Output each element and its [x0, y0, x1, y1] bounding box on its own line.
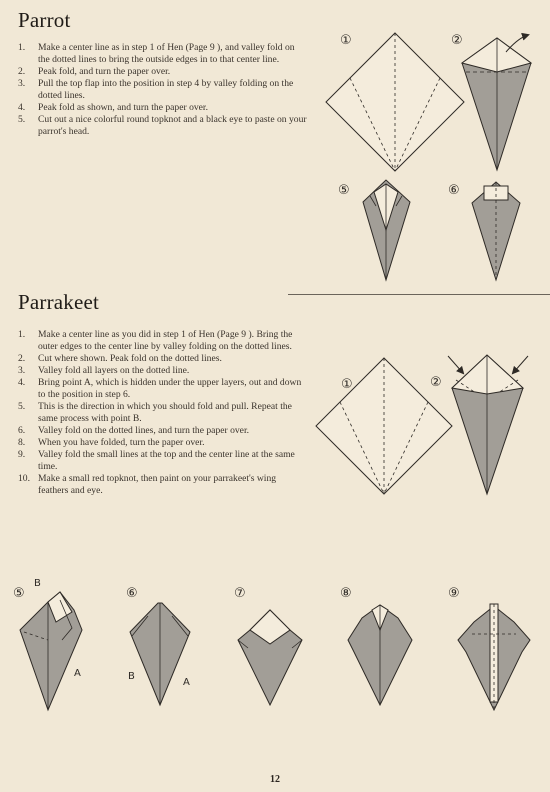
- parrot-step: 1. Make a center line as in step 1 of Hen (Page 9 ), and valley fold on the dotted lines to bring the outside edges in to that center line.: [18, 42, 295, 65]
- parrakeet-step: 1. Make a center line as you did in step 1 of Hen (Page 9 ). Bring the outer edges to the center line by valley folding on the dotted lines.: [18, 329, 293, 352]
- parrot-step5-label: ⑤: [338, 183, 350, 198]
- point-a-label-step6: A: [183, 677, 190, 688]
- parrakeet-step: 9. Valley fold the small lines at the top and the center line at the same time.: [18, 449, 295, 472]
- parrot-step6-label: ⑥: [448, 183, 460, 198]
- parrakeet-step8-label: ⑧: [340, 586, 352, 601]
- parrakeet-title: Parrakeet: [18, 290, 100, 314]
- point-a-label-step5: A: [74, 668, 81, 679]
- parrot-step2-diagram: [462, 35, 531, 170]
- parrot-step2-label: ②: [451, 33, 463, 48]
- parrot-title: Parrot: [18, 8, 71, 32]
- point-b-label-step5: B: [34, 578, 41, 589]
- parrot-step6-diagram: [472, 182, 520, 280]
- parrakeet-step8-diagram: [348, 605, 412, 705]
- parrakeet-step: 8. When you have folded, turn the paper over.: [18, 437, 205, 448]
- parrakeet-step: 3. Valley fold all layers on the dotted line.: [18, 365, 190, 376]
- parrakeet-step2-diagram: [448, 355, 528, 494]
- parrakeet-step5-diagram: [20, 592, 82, 710]
- page-number: 12: [270, 774, 280, 785]
- parrakeet-step5-label: ⑤: [13, 586, 25, 601]
- parrakeet-step: 5. This is the direction in which you should fold and pull. Repeat the same process with point B.: [18, 401, 292, 424]
- parrot-step: 4. Peak fold as shown, and turn the paper over.: [18, 102, 208, 113]
- parrakeet-step7-label: ⑦: [234, 586, 246, 601]
- parrot-step: 5. Cut out a nice colorful round topknot and a black eye to paste on your parrot's head.: [18, 114, 307, 137]
- parrakeet-step9-label: ⑨: [448, 586, 460, 601]
- parrakeet-step6-diagram: [130, 603, 190, 705]
- parrakeet-step1-label: ①: [341, 377, 353, 392]
- parrakeet-step2-label: ②: [430, 375, 442, 390]
- parrakeet-step9-diagram: [458, 604, 530, 710]
- parrot-step1-diagram: [326, 33, 464, 171]
- parrakeet-step6-label: ⑥: [126, 586, 138, 601]
- parrakeet-step: 4. Bring point A, which is hidden under the upper layers, out and down to the position in step 6.: [18, 377, 302, 400]
- parrot-step: 3. Pull the top flap into the position in step 4 by valley folding on the dotted lines.: [18, 78, 294, 101]
- point-b-label-step6: B: [128, 671, 135, 682]
- parrot-step1-label: ①: [340, 33, 352, 48]
- parrakeet-step: 10. Make a small red topknot, then paint on your parrakeet's wing feathers and eye.: [18, 473, 277, 496]
- parrakeet-step7-diagram: [238, 610, 302, 705]
- parrot-step: 2. Peak fold, and turn the paper over.: [18, 66, 171, 77]
- parrakeet-step: 6. Valley fold on the dotted lines, and turn the paper over.: [18, 425, 250, 436]
- parrakeet-step: 2. Cut where shown. Peak fold on the dotted lines.: [18, 353, 222, 364]
- parrot-step5-diagram: [363, 180, 410, 280]
